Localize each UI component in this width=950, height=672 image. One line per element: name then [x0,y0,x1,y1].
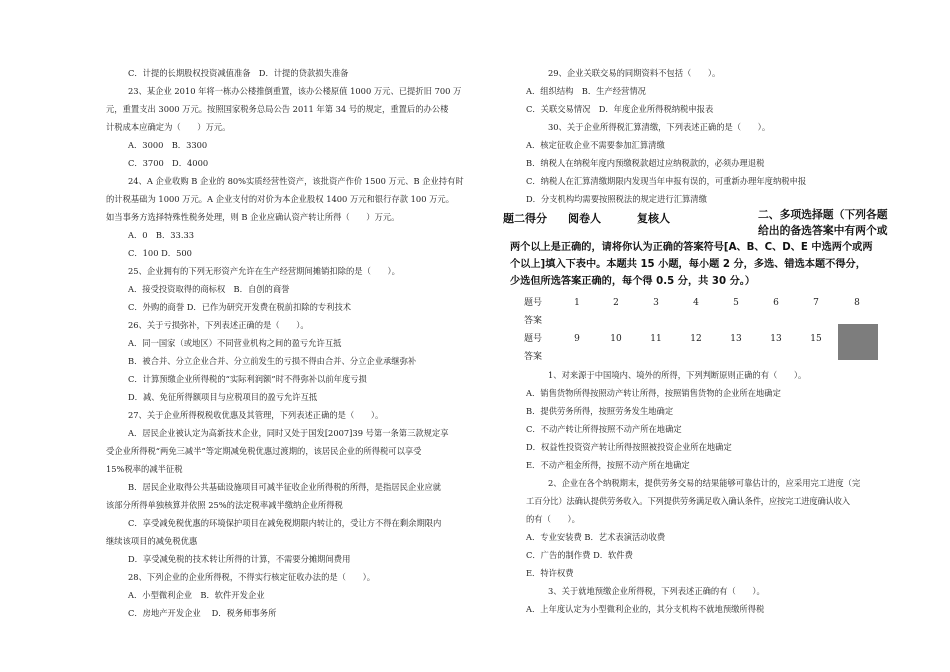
question-26: 26、关于亏损弥补，下列表述正确的是（ ）。 [128,320,309,330]
question-25: 25、企业拥有的下列无形资产允许在生产经营期间摊销扣除的是（ ）。 [128,266,400,276]
text-line: 计税成本应确定为（ ）万元。 [106,122,231,132]
table-cell: 15 [810,334,822,344]
table-cell: 9 [574,334,580,344]
option-line: C．计算预缴企业所得税的“实际利润额”时不得弥补以前年度亏损 [128,374,367,384]
text-line: 如当事务方选择特殊性税务处理，则 B 企业应确认资产转让所得（ ）万元。 [106,212,400,222]
question-3: 3、关于就地预缴企业所得税，下列表述正确的有（ ）。 [548,586,765,596]
table-cell: 13 [730,334,742,344]
question-28: 28、下列企业的企业所得税，不得实行核定征收办法的是（ ）。 [128,572,376,582]
score-label: 题二得分 [503,212,547,225]
section-instructions: 两个以上是正确的，请将你认为正确的答案符号[A、B、C、D、E 中选两个或两 [510,242,873,253]
text-line: 受企业所得税“两免三减半”等定期减免税优惠过渡期的，该居民企业的所得税可以享受 [106,446,422,456]
question-2: 2、企业在各个纳税期末，提供劳务交易的结果能够可靠估计的，应采用完工进度（完 [548,478,861,488]
option-line: A．核定征收企业不需要参加汇算清缴 [526,140,665,150]
text-line: 的计税基础为 1000 万元。A 企业支付的对价为本企业股权 1400 万元和银行存款 100 万元。 [106,194,455,204]
option-line: A．3000 B．3300 [128,140,208,150]
answer-label: 答案 [524,352,543,362]
option-line: B．提供劳务所得，按照劳务发生地确定 [526,406,674,416]
option-line: B．居民企业取得公共基础设施项目可减半征收企业所得税的所得，是指居民企业应就 [128,482,442,492]
table-cell: 10 [610,334,622,344]
section-title: 二、多项选择题（下列各题 [758,208,888,221]
text-line: 15%税率的减半征税 [106,464,183,474]
option-line: A．专业安装费 B．艺术表演活动收费 [526,532,666,542]
option-line: A．居民企业被认定为高新技术企业，同时又处于国发[2007]39 号第一条第三款规定享 [128,428,449,438]
option-line: D．权益性投资资产转让所得按照被投资企业所在地确定 [526,442,732,452]
question-number-label: 题号 [524,298,543,308]
table-cell: 5 [733,298,739,308]
option-line: A．上年度认定为小型微利企业的，其分支机构不就地预缴所得税 [526,604,765,614]
option-line: A．0 B．33.33 [128,230,195,240]
table-cell: 1 [574,298,580,308]
text-line: 元，重置支出 3000 万元。按照国家税务总局公告 2011 年第 34 号的规定，重置后的办公楼 [106,104,449,114]
option-line: B．被合并、分立企业合并、分立前发生的亏损不得由合并、分立企业承继弥补 [128,356,417,366]
section-title-cont: 给出的备选答案中有两个或 [758,224,888,237]
table-cell: 12 [690,334,702,344]
option-line: C．广告的制作费 D．软件费 [526,550,633,560]
option-line: C．外购的商誉 D．已作为研究开发费在税前扣除的专利技术 [128,302,352,312]
table-cell: 3 [653,298,659,308]
reviewer-label: 阅卷人 [568,212,601,225]
table-cell: 2 [613,298,619,308]
option-line: E．不动产租金所得，按照不动产所在地确定 [526,460,690,470]
question-1: 1、对来源于中国境内、境外的所得，下列判断原则正确的有（ ）。 [548,370,807,380]
text-line: C．计提的长期股权投资减值准备 D．计提的贷款损失准备 [128,68,349,78]
option-line: D．享受减免税的技术转让所得的计算，不需要分摊期间费用 [128,554,351,564]
question-number-label: 题号 [524,334,543,344]
question-23: 23、某企业 2010 年将一栋办公楼推倒重置，该办公楼原值 1000 万元、已提折旧 700 万 [128,86,462,96]
option-line: A．销售货物所得按照动产转让所得，按照销售货物的企业所在地确定 [526,388,781,398]
question-24: 24、A 企业收购 B 企业的 80%实质经营性资产，该批资产作价 1500 万元、B 企业持有时 [128,176,464,186]
option-line: C．纳税人在汇算清缴期限内发现当年申报有误的，可重新办理年度纳税申报 [526,176,807,186]
option-line: A．接受投资取得的商标权 B．自创的商誉 [128,284,290,294]
option-line: A．组织结构 B．生产经营情况 [526,86,646,96]
option-line: D．减、免征所得额项目与应税项目的盈亏允许互抵 [128,392,318,402]
text-line: 继续该项目的减免税优惠 [106,536,198,546]
option-line: C．房地产开发企业 D．税务师事务所 [128,608,277,618]
checker-label: 复核人 [637,212,670,225]
option-line: C．100 D．500 [128,248,192,258]
table-cell: 8 [854,298,860,308]
option-line: B．纳税人在纳税年度内预缴税款超过应纳税款的，必须办理退税 [526,158,765,168]
section-instructions: 个以上]填入下表中。本题共 15 小题，每小题 2 分，多选、错选本题不得分， [510,259,866,270]
answer-label: 答案 [524,316,543,326]
table-cell: 11 [650,334,662,344]
option-line: D．分支机构均需要按照税法的规定进行汇算清缴 [526,194,707,204]
option-line: C．关联交易情况 D．年度企业所得税纳税申报表 [526,104,714,114]
text-line: 该部分所得单独核算并依照 25%的法定税率减半缴纳企业所得税 [106,500,343,510]
option-line: A．小型微利企业 B．软件开发企业 [128,590,265,600]
table-cell: 13 [770,334,782,344]
question-29: 29、企业关联交易的同期资料不包括（ ）。 [548,68,721,78]
table-cell: 6 [773,298,779,308]
text-line: 工百分比）法确认提供劳务收入。下列提供劳务满足收入确认条件，应按完工进度确认收入 [526,496,850,506]
section-instructions: 少选但所选答案正确的，每个得 0.5 分，共 30 分。） [510,276,756,287]
shaded-cell [838,324,878,360]
option-line: A．同一国家（或地区）不同营业机构之间的盈亏允许互抵 [128,338,342,348]
question-30: 30、关于企业所得税汇算清缴，下列表述正确的是（ ）。 [548,122,771,132]
option-line: E．特许权费 [526,568,574,578]
option-line: C．3700 D．4000 [128,158,209,168]
question-27: 27、关于企业所得税税收优惠及其管理，下列表述正确的是（ ）。 [128,410,384,420]
option-line: C．不动产转让所得按照不动产所在地确定 [526,424,682,434]
table-cell: 7 [813,298,819,308]
text-line: 的有（ ）。 [526,514,580,524]
table-cell: 4 [693,298,699,308]
option-line: C．享受减免税优惠的环境保护项目在减免税期限内转让的，受让方不得在剩余期限内 [128,518,442,528]
